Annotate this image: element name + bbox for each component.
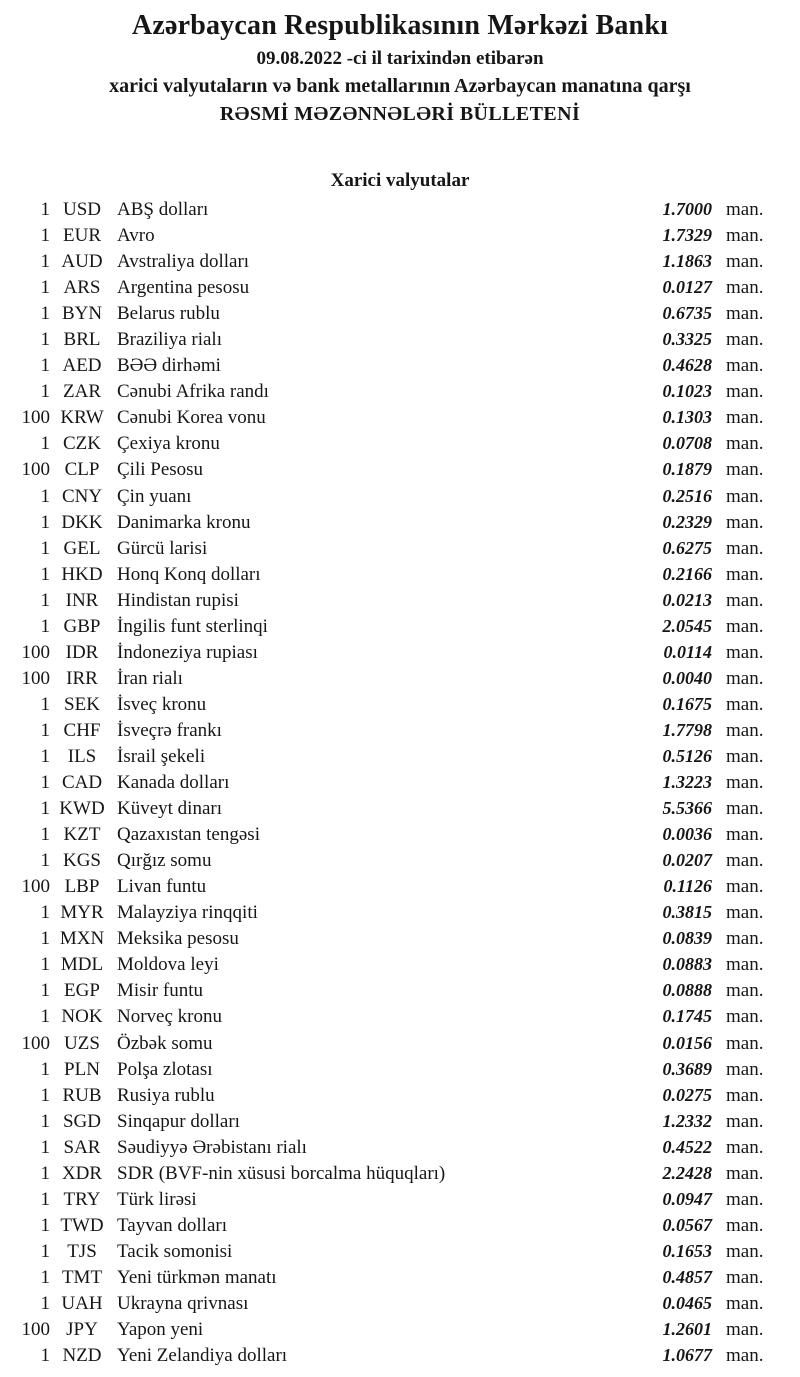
currency-name: Küveyt dinarı: [117, 798, 223, 820]
currency-code: KWD: [59, 798, 105, 820]
currency-rate: 0.0883: [662, 954, 712, 975]
currency-name: Danimarka kronu: [117, 511, 251, 533]
currency-name: Hindistan rupisi: [117, 589, 239, 611]
currency-rate: 0.1126: [663, 876, 712, 897]
currency-name: İsveç kronu: [117, 693, 207, 715]
table-row: [0, 459, 800, 485]
currency-quantity: 1: [40, 1292, 50, 1314]
currency-quantity: 1: [40, 745, 50, 767]
table-row: [0, 381, 800, 407]
currency-rate: 0.0114: [663, 641, 712, 662]
currency-quantity: 1: [40, 199, 50, 220]
rate-unit-label: man.: [726, 329, 764, 351]
currency-quantity: 1: [40, 824, 50, 846]
currency-code: UAH: [61, 1292, 103, 1314]
table-row: [0, 329, 800, 355]
rate-unit-label: man.: [726, 980, 764, 1002]
currency-code: XDR: [61, 1162, 103, 1184]
table-row: [0, 616, 800, 642]
table-row: [0, 720, 800, 746]
currency-rate: 0.0213: [662, 589, 712, 610]
currency-name: Belarus rublu: [117, 303, 220, 325]
currency-rate: 0.3815: [662, 902, 712, 923]
currency-name: Türk lirəsi: [117, 1188, 197, 1210]
currency-name: İsrail şekeli: [117, 745, 206, 767]
currency-quantity: 1: [40, 277, 50, 299]
currency-code: CHF: [63, 719, 101, 741]
currency-code: KRW: [60, 407, 104, 429]
currency-rate: 0.3689: [662, 1058, 712, 1079]
rate-unit-label: man.: [726, 485, 764, 507]
currency-rate: 0.4522: [662, 1136, 712, 1157]
rate-unit-label: man.: [726, 381, 764, 403]
currency-rate: 0.0465: [662, 1292, 712, 1313]
currency-quantity: 1: [40, 1110, 50, 1132]
table-row: [0, 303, 800, 329]
rate-unit-label: man.: [726, 824, 764, 846]
currency-name: Malayziya rinqqiti: [117, 902, 258, 924]
rate-unit-label: man.: [726, 798, 764, 820]
currency-quantity: 1: [40, 1240, 50, 1262]
currency-code: TWD: [60, 1214, 104, 1236]
currency-name: Misir funtu: [117, 980, 204, 1002]
page-title: Azərbaycan Respublikasının Mərkəzi Bankı: [131, 10, 669, 41]
rate-unit-label: man.: [726, 1188, 764, 1210]
currency-code: DKK: [61, 511, 103, 533]
table-row: [0, 486, 800, 512]
currency-quantity: 1: [40, 615, 50, 637]
table-row: [0, 199, 800, 225]
currency-code: ZAR: [63, 381, 101, 403]
document-header: [0, 10, 800, 126]
rate-unit-label: man.: [726, 303, 764, 325]
table-row: [0, 1293, 800, 1319]
currency-rate: 0.0888: [662, 980, 712, 1001]
currency-code: AUD: [61, 251, 103, 273]
currency-quantity: 100: [21, 1319, 50, 1341]
currency-quantity: 1: [40, 902, 50, 924]
table-row: [0, 1241, 800, 1267]
currency-code: LBP: [64, 876, 100, 898]
currency-name: İndoneziya rupiası: [117, 641, 258, 663]
rate-unit-label: man.: [726, 615, 764, 637]
currency-quantity: 1: [40, 303, 50, 325]
currency-rate: 1.2332: [662, 1110, 712, 1131]
currency-rate: 0.6735: [662, 303, 712, 324]
rate-unit-label: man.: [726, 850, 764, 872]
table-row: [0, 512, 800, 538]
rate-unit-label: man.: [726, 225, 764, 247]
currency-rate: 1.3223: [662, 772, 712, 793]
table-row: [0, 564, 800, 590]
table-row: [0, 251, 800, 277]
currency-quantity: 100: [21, 876, 50, 898]
currency-name: Səudiyyə Ərəbistanı rialı: [117, 1136, 307, 1158]
currency-name: Argentina pesosu: [117, 277, 250, 299]
currency-quantity: 1: [40, 928, 50, 950]
rate-unit-label: man.: [726, 1058, 764, 1080]
currency-rate: 0.0839: [662, 928, 712, 949]
currency-rate: 2.2428: [662, 1162, 712, 1183]
table-row: [0, 1215, 800, 1241]
currency-quantity: 1: [40, 772, 50, 794]
rate-unit-label: man.: [726, 433, 764, 455]
currency-quantity: 1: [40, 563, 50, 585]
currency-name: İngilis funt sterlinqi: [117, 615, 268, 637]
table-row: [0, 980, 800, 1006]
currency-quantity: 1: [40, 251, 50, 273]
currency-name: Qırğız somu: [117, 850, 212, 872]
currency-name: Çexiya kronu: [117, 433, 220, 455]
currency-quantity: 1: [40, 225, 50, 247]
rate-unit-label: man.: [726, 1110, 764, 1132]
currency-quantity: 1: [40, 1006, 50, 1028]
currency-name: Meksika pesosu: [117, 928, 239, 950]
currency-quantity: 1: [40, 1084, 50, 1106]
currency-rate: 0.0156: [662, 1032, 712, 1053]
currency-name: Gürcü larisi: [117, 537, 208, 559]
currency-quantity: 1: [40, 850, 50, 872]
currency-rate: 0.1879: [662, 459, 712, 480]
currency-rate: 0.0708: [662, 433, 712, 454]
table-row: [0, 433, 800, 459]
currency-code: CLP: [64, 459, 100, 481]
currency-quantity: 1: [40, 1188, 50, 1210]
table-row: [0, 876, 800, 902]
currency-quantity: 1: [40, 1136, 50, 1158]
rate-unit-label: man.: [726, 277, 764, 299]
currency-name: Yeni Zelandiya dolları: [117, 1345, 288, 1367]
currency-quantity: 100: [21, 1032, 50, 1054]
table-row: [0, 1137, 800, 1163]
section-title-foreign-currencies: Xarici valyutalar: [330, 170, 470, 191]
currency-name: Moldova leyi: [117, 954, 219, 976]
currency-code: USD: [62, 199, 101, 220]
rate-unit-label: man.: [726, 511, 764, 533]
currency-code: INR: [65, 589, 99, 611]
currency-name: Kanada dolları: [117, 772, 230, 794]
currency-code: BRL: [63, 329, 101, 351]
rate-unit-label: man.: [726, 641, 764, 663]
currency-rate: 0.4857: [662, 1266, 712, 1287]
currency-name: Yapon yeni: [117, 1319, 204, 1341]
currency-name: Polşa zlotası: [117, 1058, 213, 1080]
rate-unit-label: man.: [726, 719, 764, 741]
rate-unit-label: man.: [726, 251, 764, 273]
rate-unit-label: man.: [726, 1136, 764, 1158]
currency-rate: 0.0947: [662, 1188, 712, 1209]
currency-code: NOK: [61, 1006, 103, 1028]
currency-name: Avstraliya dolları: [117, 251, 250, 273]
currency-quantity: 1: [40, 329, 50, 351]
currency-quantity: 100: [21, 641, 50, 663]
table-row: [0, 355, 800, 381]
currency-code: MYR: [60, 902, 104, 924]
exchange-rates-table: [0, 199, 800, 1371]
table-row: [0, 1006, 800, 1032]
currency-rate: 0.2329: [662, 511, 712, 532]
currency-code: TMT: [61, 1266, 103, 1288]
rate-unit-label: man.: [726, 537, 764, 559]
currency-code: SAR: [63, 1136, 101, 1158]
currency-quantity: 1: [40, 589, 50, 611]
currency-rate: 0.0275: [662, 1084, 712, 1105]
currency-name: Ukrayna qrivnası: [117, 1292, 249, 1314]
table-row: [0, 746, 800, 772]
currency-code: TRY: [63, 1188, 101, 1210]
currency-rate: 0.1745: [662, 1006, 712, 1027]
rate-unit-label: man.: [726, 1266, 764, 1288]
table-row: [0, 1033, 800, 1059]
currency-quantity: 1: [40, 719, 50, 741]
currency-rate: 1.7798: [662, 719, 712, 740]
effective-date-line: 09.08.2022 -ci il tarixindən etibarən: [256, 48, 544, 69]
currency-code: MDL: [60, 954, 104, 976]
currency-rate: 0.4628: [662, 355, 712, 376]
currency-name: SDR (BVF-nin xüsusi borcalma hüquqları): [117, 1162, 446, 1184]
currency-code: AED: [62, 355, 102, 377]
rate-unit-label: man.: [726, 459, 764, 481]
currency-quantity: 1: [40, 355, 50, 377]
rate-unit-label: man.: [726, 407, 764, 429]
currency-rate: 1.7000: [662, 199, 712, 219]
currency-code: GBP: [63, 615, 101, 637]
currency-code: EGP: [64, 980, 100, 1002]
table-row: [0, 928, 800, 954]
currency-name: Norveç kronu: [117, 1006, 222, 1028]
currency-rate: 0.0207: [662, 850, 712, 871]
currency-rate: 0.0040: [662, 667, 712, 688]
table-row: [0, 1189, 800, 1215]
rate-unit-label: man.: [726, 1162, 764, 1184]
currency-rate: 0.3325: [662, 329, 712, 350]
rate-unit-label: man.: [726, 1319, 764, 1341]
currency-rate: 5.5366: [662, 798, 712, 819]
rate-unit-label: man.: [726, 563, 764, 585]
rate-unit-label: man.: [726, 1214, 764, 1236]
table-row: [0, 1085, 800, 1111]
currency-quantity: 1: [40, 954, 50, 976]
table-row: [0, 277, 800, 303]
currency-code: ARS: [63, 277, 101, 299]
currency-rate: 1.7329: [662, 225, 712, 246]
currency-code: SEK: [64, 693, 100, 715]
currency-code: RUB: [62, 1084, 102, 1106]
currency-code: CAD: [61, 772, 103, 794]
table-row: [0, 798, 800, 824]
currency-code: EUR: [63, 225, 101, 247]
currency-name: Yeni türkmən manatı: [117, 1266, 277, 1288]
currency-rate: 0.1023: [662, 381, 712, 402]
currency-name: Qazaxıstan tengəsi: [117, 824, 260, 846]
rate-unit-label: man.: [726, 1006, 764, 1028]
currency-code: MXN: [59, 928, 105, 950]
table-row: [0, 824, 800, 850]
currency-name: Cənubi Korea vonu: [117, 407, 266, 429]
currency-quantity: 100: [21, 667, 50, 689]
currency-rate: 1.1863: [662, 251, 712, 272]
currency-quantity: 1: [40, 433, 50, 455]
currency-quantity: 1: [40, 381, 50, 403]
currency-quantity: 1: [40, 1214, 50, 1236]
rate-unit-label: man.: [726, 928, 764, 950]
table-row: [0, 772, 800, 798]
currency-name: İsveçrə frankı: [117, 719, 222, 741]
currency-rate: 0.0036: [662, 824, 712, 845]
table-row: [0, 1111, 800, 1137]
currency-code: CNY: [61, 485, 103, 507]
currency-quantity: 1: [40, 1345, 50, 1367]
currency-name: Avro: [117, 225, 155, 247]
currency-code: UZS: [64, 1032, 100, 1054]
currency-name: Braziliya rialı: [117, 329, 222, 351]
table-row: [0, 902, 800, 928]
currency-name: Tayvan dolları: [117, 1214, 227, 1236]
currency-quantity: 1: [40, 693, 50, 715]
table-row: [0, 694, 800, 720]
currency-code: IRR: [66, 667, 98, 689]
currency-code: KZT: [63, 824, 101, 846]
currency-name: Çin yuanı: [117, 485, 192, 507]
currency-quantity: 1: [40, 511, 50, 533]
currency-code: PLN: [64, 1058, 100, 1080]
currency-rate: 0.1675: [662, 693, 712, 714]
currency-rate: 2.0545: [662, 615, 712, 636]
table-row: [0, 1059, 800, 1085]
currency-quantity: 1: [40, 1162, 50, 1184]
currency-quantity: 1: [40, 798, 50, 820]
rate-unit-label: man.: [726, 355, 764, 377]
currency-name: BƏƏ dirhəmi: [117, 355, 221, 377]
currency-quantity: 1: [40, 1058, 50, 1080]
currency-code: BYN: [61, 303, 103, 325]
rate-unit-label: man.: [726, 1345, 764, 1367]
currency-name: Tacik somonisi: [117, 1240, 233, 1262]
currency-code: GEL: [63, 537, 101, 559]
subtitle-line: xarici valyutaların və bank metallarının Azərbaycan manatına qarşı: [109, 75, 691, 97]
table-row: [0, 225, 800, 251]
currency-name: Sinqapur dolları: [117, 1110, 240, 1132]
rate-unit-label: man.: [726, 902, 764, 924]
table-row: [0, 590, 800, 616]
table-row: [0, 642, 800, 668]
table-row: [0, 954, 800, 980]
table-row: [0, 668, 800, 694]
currency-rate: 0.2516: [662, 485, 712, 506]
table-row: [0, 1267, 800, 1293]
table-row: [0, 1319, 800, 1345]
currency-code: KGS: [62, 850, 101, 872]
currency-code: ILS: [67, 745, 97, 767]
currency-name: Livan funtu: [117, 876, 207, 898]
currency-name: Honq Konq dolları: [117, 563, 261, 585]
currency-quantity: 100: [21, 407, 50, 429]
currency-name: Rusiya rublu: [117, 1084, 215, 1106]
currency-quantity: 100: [21, 459, 50, 481]
table-row: [0, 538, 800, 564]
currency-name: ABŞ dolları: [117, 199, 209, 220]
currency-rate: 0.0567: [662, 1214, 712, 1235]
rate-unit-label: man.: [726, 876, 764, 898]
currency-code: SGD: [62, 1110, 101, 1132]
rate-unit-label: man.: [726, 589, 764, 611]
currency-code: NZD: [62, 1345, 102, 1367]
currency-quantity: 1: [40, 537, 50, 559]
currency-rate: 0.5126: [662, 745, 712, 766]
table-row: [0, 850, 800, 876]
rate-unit-label: man.: [726, 954, 764, 976]
rate-unit-label: man.: [726, 667, 764, 689]
currency-code: TJS: [67, 1240, 97, 1262]
currency-name: Özbək somu: [117, 1032, 213, 1054]
currency-rate: 0.1653: [662, 1240, 712, 1261]
currency-quantity: 1: [40, 980, 50, 1002]
currency-name: Çili Pesosu: [117, 459, 204, 481]
currency-code: HKD: [61, 563, 103, 585]
currency-rate: 0.0127: [662, 277, 712, 298]
table-row: [0, 1163, 800, 1189]
currency-quantity: 1: [40, 1266, 50, 1288]
rate-unit-label: man.: [726, 1292, 764, 1314]
rate-unit-label: man.: [726, 745, 764, 767]
currency-rate: 0.1303: [662, 407, 712, 428]
currency-code: IDR: [65, 641, 99, 663]
currency-name: İran rialı: [117, 667, 183, 689]
rate-unit-label: man.: [726, 1240, 764, 1262]
currency-rate: 1.2601: [662, 1319, 712, 1340]
rate-unit-label: man.: [726, 772, 764, 794]
currency-code: CZK: [63, 433, 101, 455]
bulletin-title: RƏSMİ MƏZƏNNƏLƏRİ BÜLLETENİ: [219, 103, 581, 125]
rate-unit-label: man.: [726, 693, 764, 715]
currency-rate: 1.0677: [662, 1345, 712, 1366]
rate-unit-label: man.: [726, 1032, 764, 1054]
currency-rate: 0.2166: [662, 563, 712, 584]
rate-unit-label: man.: [726, 1084, 764, 1106]
table-row: [0, 1345, 800, 1371]
currency-name: Cənubi Afrika randı: [117, 381, 269, 403]
currency-code: JPY: [66, 1319, 98, 1341]
rate-unit-label: man.: [726, 199, 764, 220]
currency-quantity: 1: [40, 485, 50, 507]
currency-rate: 0.6275: [662, 537, 712, 558]
table-row: [0, 407, 800, 433]
